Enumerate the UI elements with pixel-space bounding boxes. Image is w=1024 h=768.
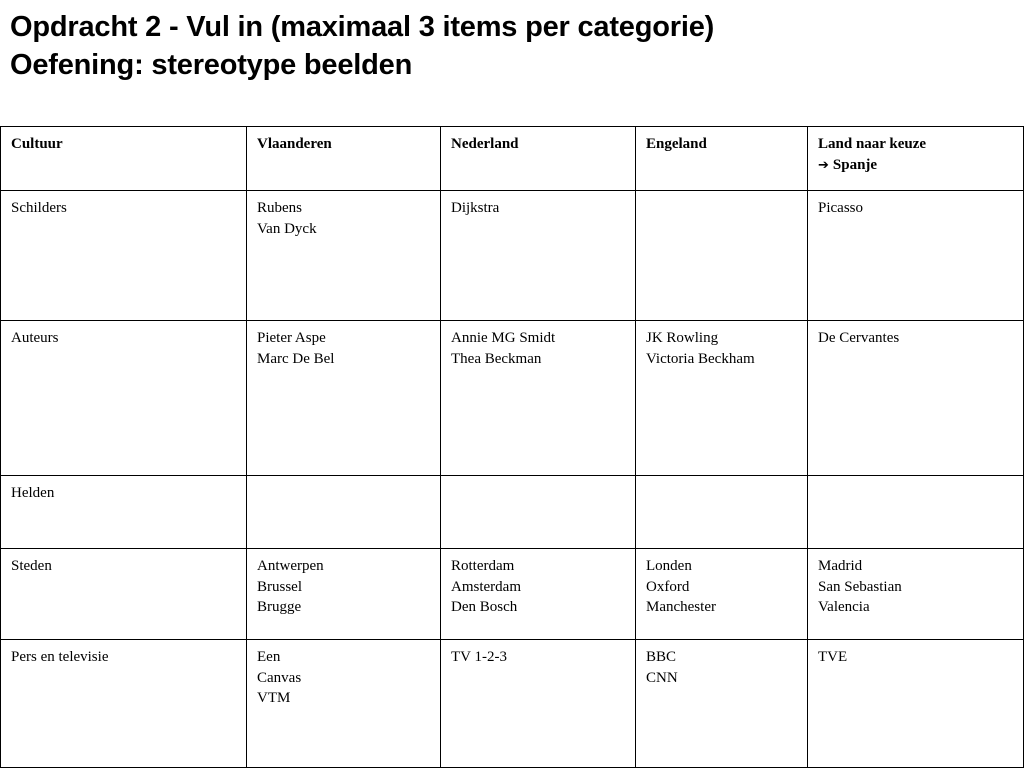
table-cell: Madrid San Sebastian Valencia — [808, 549, 1024, 640]
table-cell: Annie MG Smidt Thea Beckman — [441, 321, 636, 476]
table-cell — [636, 191, 808, 321]
right-arrow-icon: ➔ — [818, 157, 829, 173]
table-cell: TVE — [808, 640, 1024, 768]
table-cell: Pieter Aspe Marc De Bel — [247, 321, 441, 476]
page-title — [10, 8, 714, 84]
table-row — [1, 549, 1024, 640]
table-row — [1, 191, 1024, 321]
table-cell: Antwerpen Brussel Brugge — [247, 549, 441, 640]
table-cell: BBC CNN — [636, 640, 808, 768]
table-cell: Londen Oxford Manchester — [636, 549, 808, 640]
header-cell-land-naar-keuze: Land naar keuze ➔ Spanje — [808, 127, 1024, 191]
table-cell: Rotterdam Amsterdam Den Bosch — [441, 549, 636, 640]
table-cell: Rubens Van Dyck — [247, 191, 441, 321]
table-cell — [636, 476, 808, 549]
header-cell-cultuur: Cultuur — [1, 127, 247, 191]
table-row — [1, 476, 1024, 549]
table-cell — [247, 476, 441, 549]
chosen-country: Spanje — [832, 156, 878, 173]
stereotype-table — [0, 126, 1024, 768]
table-row — [1, 321, 1024, 476]
header-cell-vlaanderen: Vlaanderen — [247, 127, 441, 191]
category-cell: Schilders — [1, 191, 247, 321]
category-cell: Auteurs — [1, 321, 247, 476]
category-cell: Pers en televisie — [1, 640, 247, 768]
table-cell: Een Canvas VTM — [247, 640, 441, 768]
category-cell: Steden — [1, 549, 247, 640]
header-cell-engeland: Engeland — [636, 127, 808, 191]
table-cell: De Cervantes — [808, 321, 1024, 476]
table-cell: JK Rowling Victoria Beckham — [636, 321, 808, 476]
table-cell: Dijkstra — [441, 191, 636, 321]
header-cell-nederland: Nederland — [441, 127, 636, 191]
table-row — [1, 640, 1024, 768]
table-cell — [441, 476, 636, 549]
header-row — [1, 127, 1024, 191]
title-line-1: Opdracht 2 - Vul in (maximaal 3 items per categorie) — [10, 11, 715, 43]
category-cell: Helden — [1, 476, 247, 549]
table-cell: TV 1-2-3 — [441, 640, 636, 768]
table-cell — [808, 476, 1024, 549]
title-line-2: Oefening: stereotype beelden — [10, 49, 413, 81]
table-cell: Picasso — [808, 191, 1024, 321]
